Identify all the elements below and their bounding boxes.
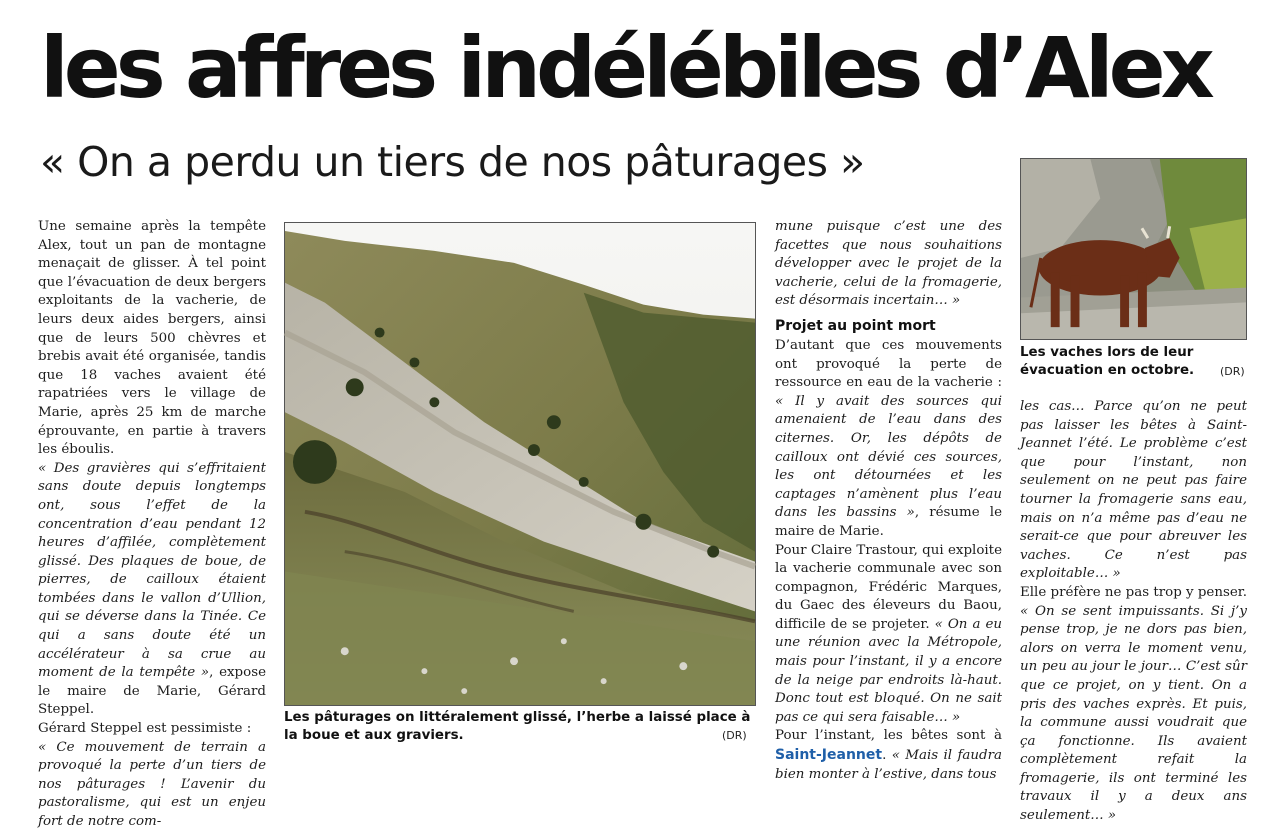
paragraph	[38, 460, 266, 720]
cow-photo-illustration	[1021, 159, 1246, 339]
paragraph	[775, 542, 1002, 728]
quote-text: « Des gravières qui s’effritaient sans doute depuis longtemps ont, sous l’effet de la concentration d’eau pendant 12 heures d’affilée, complètement glissé. Des plaques de boue, de pierres, de cailloux étaient tombées dans le vallon d’Ullion, qui se déverse dans la Tinée. Ce qui a sans doute été un accélérateur à sa crue au moment de la tempête »	[38, 460, 266, 681]
quote-text: « Mais il faudra bien monter à l’estive, dans tous	[775, 748, 1002, 782]
quote-text: « Ce mouvement de terrain a provoqué la perte d’un tiers de nos pâturages ! L’avenir du pastoralisme, qui est un enjeu fort de notre com-	[38, 739, 266, 829]
paragraph	[775, 727, 1002, 784]
paragraph	[38, 739, 266, 832]
photo-caption: Les vaches lors de leur évacuation en octobre.	[1020, 345, 1195, 378]
paragraph-text: Pour l’instant, les bêtes sont à	[775, 728, 1002, 744]
paragraph	[1020, 584, 1247, 603]
article-column-4	[1020, 398, 1247, 826]
photo-credit: (DR)	[1220, 365, 1245, 378]
place-name-link[interactable]: Saint-Jeannet	[775, 747, 883, 764]
quote-text: les cas… Parce qu’on ne peut pas laisser les bêtes à Saint-Jeannet l’été. Le problème c’est que pour l’instant, non seulement on ne peut pas faire tourner la fromagerie sans eau, mais on n’a même pas d’eau ne serait-ce que pour abreuver les vaches. Ce n’est pas exploitable… »	[1020, 399, 1247, 582]
quote-text: « Il y avait des sources qui amenaient de l’eau dans des citernes. Or, les dépôts de cailloux ont dévié ces sources, les ont détournées et les captages n’amènent plus l’eau dans les bassins »	[775, 393, 1002, 521]
paragraph-text: .	[882, 748, 892, 764]
paragraph-text: Pour Claire Trastour, qui exploite la vacherie communale avec son compagnon, Frédéric Marques, du Gaec des éleveurs du Baou, difficile de se projeter.	[775, 542, 1002, 632]
paragraph-text: , expose le maire de Marie, Gérard Steppel.	[38, 665, 266, 718]
paragraph-text: Une semaine après la tempête Alex, tout un pan de montagne menaçait de glisser. À tel point que l’évacuation de deux bergers exploitants de la vacherie, de leurs deux aides bergers, ainsi que de leurs 500 chèvres et brebis avait été organisée, tandis que 18 vaches avaient été rapatriées vers le village de Marie, après 25 km de marche éprouvante, en partie à travers les éboulis.	[38, 219, 266, 458]
paragraph	[1020, 398, 1247, 584]
paragraph-text: Gérard Steppel est pessimiste :	[38, 721, 252, 737]
photo-credit: (DR)	[722, 729, 747, 742]
section-subtitle: Projet au point mort	[775, 317, 936, 334]
paragraph-text: Elle préfère ne pas trop y penser.	[1020, 584, 1247, 600]
paragraph	[38, 218, 266, 460]
paragraph	[775, 218, 1002, 311]
photo-caption: Les pâturages on littéralement glissé, l’herbe a laissé place à la boue et aux graviers.	[284, 710, 751, 743]
paragraph-text: D’autant que ces mouvements ont provoqué la perte de ressource en eau de la vacherie :	[775, 337, 1002, 391]
paragraph	[775, 337, 1002, 542]
paragraph-text: , résume le maire de Marie.	[775, 505, 1003, 539]
landslide-photo	[284, 222, 756, 706]
quote-text: « On a eu une réunion avec la Métropole, mais pour l’instant, il y a encore de la neige par endroits là-haut. Donc tout est bloqué. On ne sait pas ce qui sera faisable… »	[775, 616, 1002, 725]
subheadline: « On a perdu un tiers de nos pâturages »	[40, 138, 865, 186]
quote-text: « On se sent impuissants. Si j’y pense trop, je ne dors pas bien, alors on verra le moment venu, un peu au jour le jour… C’est sûr que ce projet, on y tient. On a pris des vaches exprès. Et puis, la commune aussi voudrait que ça fonctionne. Ils avaient complètement refait la fromagerie, ils ont terminé les travaux il y a deux ans seulement… »	[1020, 603, 1247, 824]
paragraph	[1020, 603, 1247, 826]
article-column-1	[38, 218, 266, 832]
paragraph	[38, 720, 266, 739]
article-column-3	[775, 218, 1002, 784]
headline: les affres indélébiles d’Alex	[40, 19, 1210, 117]
landslide-photo-illustration	[285, 223, 755, 705]
quote-text: mune puisque c’est une des facettes que nous souhaitions développer avec le projet de la vacherie, celui de la fromagerie, est désormais incertain… »	[775, 219, 1002, 309]
cow-photo	[1020, 158, 1247, 340]
